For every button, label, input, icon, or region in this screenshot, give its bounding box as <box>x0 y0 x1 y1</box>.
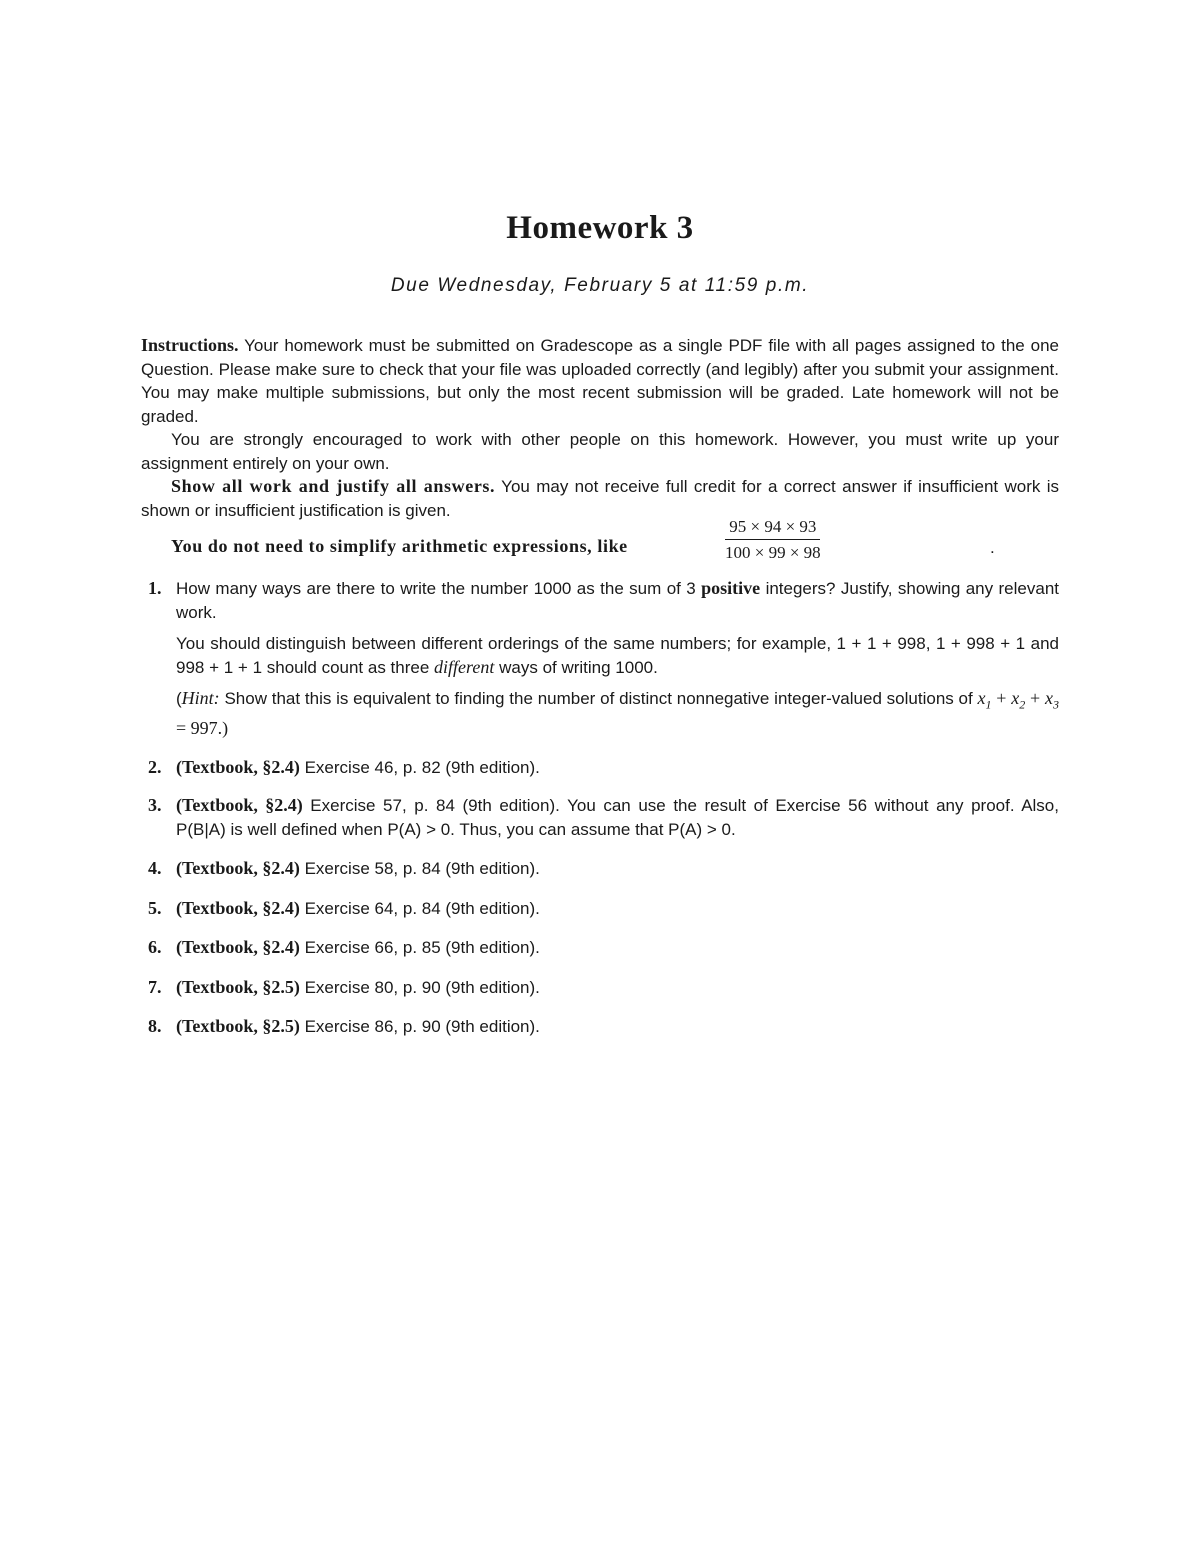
instructions-paragraph-2 <box>141 428 1059 475</box>
question-number: 1. <box>148 578 162 598</box>
sub-1: 1 <box>985 697 992 712</box>
example-fraction <box>721 517 825 563</box>
textbook-reference: (Textbook, §2.4) <box>176 937 300 958</box>
sub-3: 3 <box>1052 697 1059 712</box>
question-7 <box>141 976 1059 1000</box>
textbook-reference: (Textbook, §2.5) <box>176 1016 300 1037</box>
hint-label: Hint: <box>181 688 220 708</box>
due-date: Due Wednesday, February 5 at 11:59 p.m. <box>390 275 810 296</box>
hint-equation <box>977 688 992 712</box>
question-2 <box>141 756 1059 780</box>
var-x1: x <box>977 688 986 708</box>
textbook-reference: (Textbook, §2.4) <box>176 897 300 918</box>
question-number: 3. <box>148 795 162 816</box>
question-1-text <box>176 577 1059 624</box>
question-number: 7. <box>148 976 162 997</box>
show-work-bold: Show all work and justify all answers. <box>171 476 496 496</box>
var-x3: x <box>1044 688 1053 708</box>
exercise-text: Exercise 86, p. 90 (9th edition). <box>304 1017 540 1037</box>
question-4 <box>141 857 1059 881</box>
instructions-text-3: You may not receive full credit for a correct answer if insufficient work is shown or insufficient justification is given. <box>141 477 1060 520</box>
question-6 <box>141 936 1059 960</box>
question-3 <box>141 794 1059 841</box>
instructions-text-1: Your homework must be submitted on Gradescope as a single PDF file with all pages assigned to the one Question. Please make sure to check that your file was uploaded correctly (and legibly) after you submit your assignment. You may make multiple submissions, but only the most recent submission will be graded. Late homework will not be graded. <box>141 336 1059 426</box>
instructions-label: Instructions. <box>141 335 239 355</box>
plus-sign-2: + <box>1030 688 1041 708</box>
fraction-numerator: 95 × 94 × 93 <box>725 517 820 540</box>
question-number: 5. <box>148 897 162 918</box>
question-1-hint <box>176 687 1059 741</box>
question-1-bold-word: positive <box>701 578 761 598</box>
instructions-paragraph-1 <box>141 334 1059 428</box>
question-8 <box>141 1015 1059 1039</box>
question-1-text-a: How many ways are there to write the number 1000 as the sum of 3 <box>176 579 696 598</box>
instructions-section <box>141 334 1059 570</box>
textbook-reference: (Textbook, §2.5) <box>176 976 300 997</box>
question-5 <box>141 897 1059 921</box>
fraction-period: . <box>990 538 995 557</box>
equation-rhs: = 997.) <box>176 718 229 739</box>
simplify-note-bold: You do not need to simplify arithmetic expressions, like <box>171 536 628 556</box>
clarification-text-a: You should distinguish between different orderings of the same numbers; for example, 1 + 1 + 998, 1 + 998 + 1 and 998 + 1 + 1 should count as three <box>176 634 1059 677</box>
exercise-text: Exercise 57, p. 84 (9th edition). You can use the result of Exercise 56 without any proof. Also, P(B|A) is well defined when P(A) > 0. Thus, you can assume that P(A) > 0. <box>176 796 1059 839</box>
question-number: 8. <box>148 1016 162 1037</box>
question-1-text-b: integers? Justify, showing any relevant work. <box>176 579 1059 622</box>
exercise-text: Exercise 46, p. 82 (9th edition). <box>304 757 540 777</box>
plus-sign-1: + <box>996 688 1007 708</box>
question-list <box>141 577 1059 1039</box>
question-number: 4. <box>148 858 162 879</box>
instructions-text-2: You are strongly encouraged to work with other people on this homework. However, you must write up your assignment entirely on your own. <box>141 430 1059 473</box>
instructions-paragraph-3 <box>141 475 1059 522</box>
sub-2: 2 <box>1019 697 1026 712</box>
textbook-reference: (Textbook, §2.4) <box>176 795 303 816</box>
exercise-text: Exercise 66, p. 85 (9th edition). <box>304 938 540 958</box>
exercise-text: Exercise 64, p. 84 (9th edition). <box>304 898 540 918</box>
page-title: Homework 3 <box>506 210 694 246</box>
exercise-text: Exercise 80, p. 90 (9th edition). <box>304 977 540 997</box>
textbook-reference: (Textbook, §2.4) <box>176 858 300 879</box>
fraction-denominator: 100 × 99 × 98 <box>725 543 821 562</box>
question-1-clarification <box>176 632 1059 679</box>
exercise-text: Exercise 58, p. 84 (9th edition). <box>304 859 540 879</box>
question-1 <box>141 577 1059 741</box>
clarification-text-b: ways of writing 1000. <box>499 657 658 677</box>
var-x2: x <box>1011 688 1020 708</box>
question-number: 2. <box>148 756 162 777</box>
clarification-emphasis: different <box>434 656 495 677</box>
textbook-reference: (Textbook, §2.4) <box>176 756 300 777</box>
hint-text: Show that this is equivalent to finding the number of distinct nonnegative integer-valued solutions of <box>224 689 973 708</box>
simplify-note <box>141 517 1059 570</box>
question-number: 6. <box>148 937 162 958</box>
hint-open-paren: ( <box>176 689 182 708</box>
